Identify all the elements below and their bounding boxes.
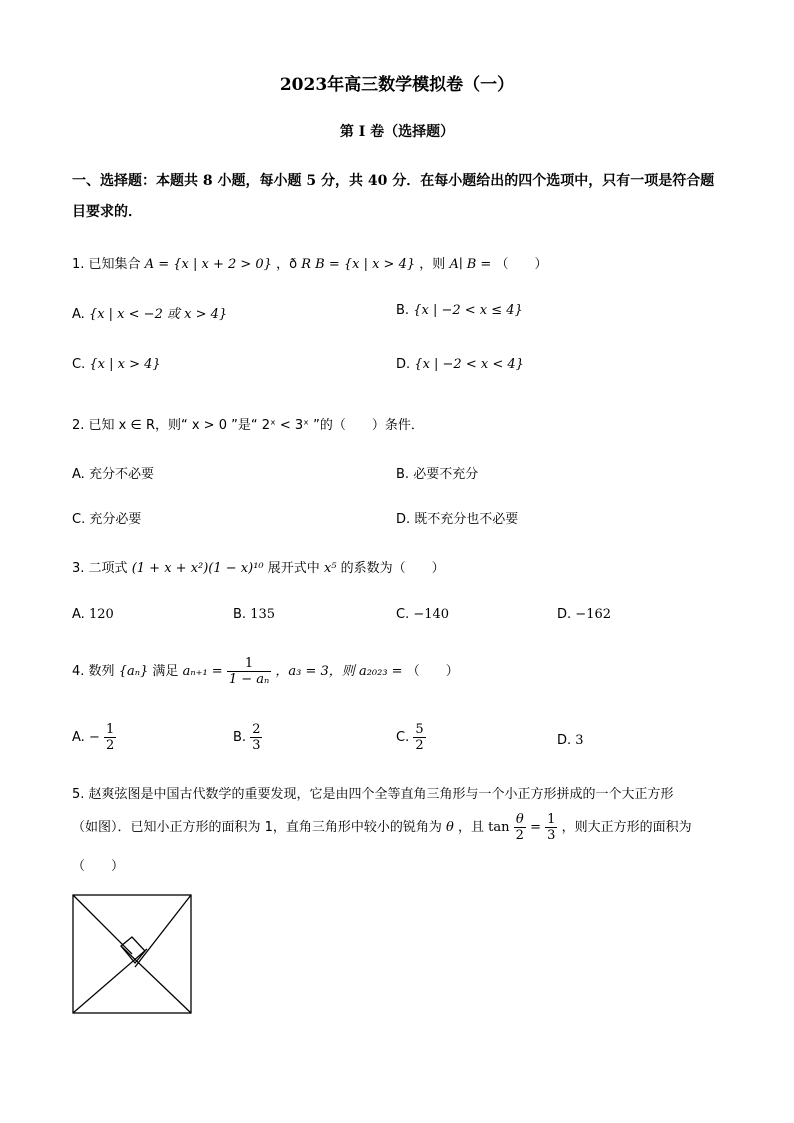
q4-option-c[interactable] <box>396 722 426 753</box>
question-5-line-2 <box>72 812 692 843</box>
question-number: 2. <box>72 418 85 433</box>
question-text: 展开式中 <box>267 561 320 576</box>
answer-blank: （ ） <box>72 859 125 874</box>
target-term: a₂₀₂₃ = <box>358 664 403 679</box>
initial-condition: ，a₃ = 3，则 <box>275 664 355 679</box>
fraction-numerator: θ <box>514 812 526 828</box>
question-5-line-1 <box>72 783 674 802</box>
section-subtitle: 第 I 卷（选择题） <box>339 124 455 140</box>
option-text: 120 <box>88 607 114 622</box>
option-label: D. <box>396 357 411 372</box>
q1-option-c[interactable] <box>72 357 161 372</box>
recurrence-fraction <box>227 656 271 687</box>
option-text: 必要不充分 <box>413 467 479 482</box>
option-label: C. <box>72 357 86 372</box>
question-text: ，则 <box>419 257 446 272</box>
question-text: 赵爽弦图是中国古代数学的重要发现，它是由四个全等直角三角形与一个小正方形拼成的一个大正方形 <box>88 787 674 802</box>
option-label: A. <box>72 307 85 322</box>
q3-option-a[interactable] <box>72 607 114 622</box>
fraction-numerator: 1 <box>547 812 556 827</box>
theta-symbol: θ <box>446 820 454 835</box>
q4-option-d[interactable] <box>557 733 584 748</box>
question-2 <box>72 414 424 433</box>
binomial-expression: (1 + x + x²)(1 − x)¹⁰ <box>131 561 264 576</box>
set-a-expression: A = {x | x + 2 > 0} <box>144 257 272 272</box>
option-text: {x | −2 < x < 4} <box>414 357 524 372</box>
question-text: 已知 x ∈ R，则“ x > 0 ”是“ 2ˣ < 3ˣ ”的（ ）条件． <box>88 418 424 433</box>
q3-option-d[interactable] <box>557 607 611 622</box>
option-label: A. <box>72 467 85 482</box>
q2-option-c[interactable] <box>72 508 141 527</box>
answer-blank: （ ） <box>406 664 459 679</box>
question-text: 满足 <box>152 664 179 679</box>
option-text: −140 <box>413 607 450 622</box>
zhao-shuang-diagram <box>72 894 194 1016</box>
option-label: C. <box>72 512 86 527</box>
q3-option-c[interactable] <box>396 607 449 622</box>
q2-option-b[interactable] <box>396 463 478 482</box>
answer-blank: （ ） <box>495 257 548 272</box>
fraction-denominator: 3 <box>547 828 556 843</box>
question-text: ，且 <box>458 820 485 835</box>
option-fraction <box>413 722 425 753</box>
fraction-numerator: 1 <box>105 722 115 737</box>
question-5-line-3 <box>72 855 124 874</box>
option-label: B. <box>233 607 247 622</box>
question-number: 3. <box>72 561 85 576</box>
option-fraction <box>250 722 262 753</box>
q2-option-a[interactable] <box>72 463 154 482</box>
tan-value-fraction <box>545 812 557 843</box>
option-sign: − <box>88 730 100 745</box>
fraction-denominator: 2 <box>415 738 424 753</box>
option-text: 135 <box>250 607 276 622</box>
question-text: ，则大正方形的面积为 <box>561 820 692 835</box>
option-label: A. <box>72 730 85 745</box>
option-text: {x | x < −2 或 x > 4} <box>88 307 228 322</box>
option-text: 充分不必要 <box>88 467 154 482</box>
sequence-symbol: {aₙ} <box>118 664 149 679</box>
question-1 <box>72 253 547 272</box>
q4-option-a[interactable] <box>72 722 116 753</box>
half-angle-fraction <box>514 812 526 843</box>
q3-option-b[interactable] <box>233 607 275 622</box>
target-term: x⁵ <box>323 561 337 576</box>
q1-option-a[interactable] <box>72 303 227 322</box>
question-text: 已知集合 <box>88 257 141 272</box>
option-label: D. <box>557 607 572 622</box>
triangle-edge <box>73 895 132 954</box>
question-text: ，ð <box>276 257 298 272</box>
option-label: D. <box>396 512 411 527</box>
question-text: （如图）．已知小正方形的面积为 1，直角三角形中较小的锐角为 <box>72 820 442 835</box>
fraction-denominator: 3 <box>252 738 261 753</box>
fraction-denominator: 2 <box>515 828 524 843</box>
question-text: 的系数为（ ） <box>340 561 445 576</box>
question-3 <box>72 557 445 576</box>
triangle-edge <box>73 949 147 1013</box>
tan-function: tan <box>488 820 510 835</box>
question-text: 二项式 <box>88 561 128 576</box>
option-label: B. <box>396 303 410 318</box>
question-text: 数列 <box>88 664 115 679</box>
triangle-edge <box>135 895 191 967</box>
option-text: −162 <box>575 607 612 622</box>
fraction-numerator: 2 <box>252 722 261 737</box>
set-b-expression: R B = {x | x > 4} <box>301 257 416 272</box>
q2-option-d[interactable] <box>396 508 518 527</box>
section-instructions: 一、选择题：本题共 8 小题，每小题 5 分，共 40 分．在每小题给出的四个选项中，只有一项是符合题目要求的． <box>72 173 715 220</box>
question-number: 1. <box>72 257 85 272</box>
fraction-denominator: 2 <box>105 738 115 753</box>
q1-option-b[interactable] <box>396 303 523 318</box>
fraction-numerator: 1 <box>227 656 271 672</box>
option-text: {x | x > 4} <box>89 357 161 372</box>
fraction-numerator: 5 <box>415 722 424 737</box>
fraction-denominator: 1 − aₙ <box>228 672 270 687</box>
option-text: 充分必要 <box>89 512 142 527</box>
triangle-edge <box>121 946 191 1013</box>
equals-sign: = <box>530 820 541 835</box>
page-title: 2023年高三数学模拟卷（一） <box>279 75 515 95</box>
q1-option-d[interactable] <box>396 357 524 372</box>
option-label: C. <box>396 607 410 622</box>
question-number: 5. <box>72 787 85 802</box>
option-label: B. <box>396 467 410 482</box>
recurrence-lhs: aₙ₊₁ = <box>182 664 223 679</box>
set-expression: A∣ B = <box>449 257 492 272</box>
option-fraction <box>104 722 116 753</box>
option-label: B. <box>233 730 247 745</box>
question-number: 4. <box>72 664 85 679</box>
option-text: 既不充分也不必要 <box>414 512 519 527</box>
option-label: A. <box>72 607 85 622</box>
option-text: 3 <box>575 733 584 748</box>
option-label: D. <box>557 733 572 748</box>
option-label: C. <box>396 730 410 745</box>
question-4 <box>72 656 459 687</box>
option-text: {x | −2 < x ≤ 4} <box>413 303 523 318</box>
q4-option-b[interactable] <box>233 722 262 753</box>
